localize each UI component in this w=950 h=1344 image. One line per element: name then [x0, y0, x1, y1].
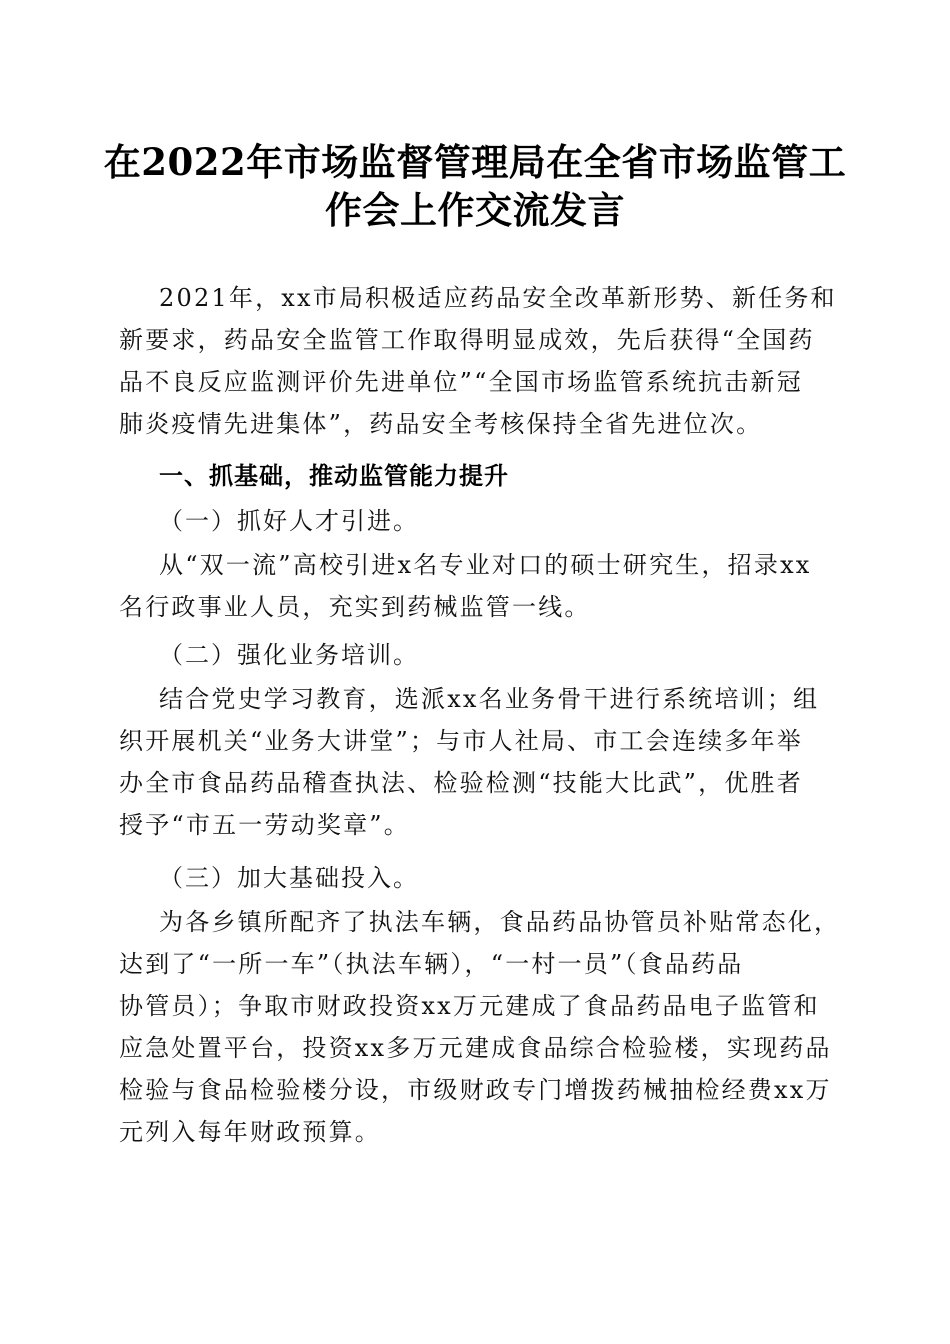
- subsection-3-heading: （三）加大基础投入。: [159, 864, 419, 892]
- subsection-1-heading: （一）抓好人才引进。: [159, 507, 419, 535]
- sub-1-line-1: 从“双一流”高校引进x名专业对口的硕士研究生，招录xx: [159, 551, 812, 579]
- section-1-heading: 一、抓基础，推动监管能力提升: [159, 462, 509, 490]
- intro-line-1: 2021年，xx市局积极适应药品安全改革新形势、新任务和: [159, 284, 837, 312]
- sub-2-line-2: 织开展机关“业务大讲堂”；与市人社局、市工会连续多年举: [119, 727, 803, 755]
- subsection-2-heading: （二）强化业务培训。: [159, 641, 419, 669]
- sub-3-line-1: 为各乡镇所配齐了执法车辆，食品药品协管员补贴常态化，: [159, 908, 841, 936]
- intro-paragraph: [119, 277, 837, 445]
- sub-2-line-1: 结合党史学习教育，选派xx名业务骨干进行系统培训；组: [159, 685, 820, 713]
- sub-1-line-2: 名行政事业人员，充实到药械监管一线。: [119, 593, 591, 621]
- sub-2-line-4: 授予“市五一劳动奖章”。: [119, 811, 410, 839]
- subsection-2-paragraph: [119, 678, 831, 846]
- intro-line-4: 肺炎疫情先进集体”，药品安全考核保持全省先进位次。: [119, 410, 763, 438]
- sub-3-line-6: 元列入每年财政预算。: [119, 1118, 381, 1146]
- sub-3-line-4: 应急处置平台，投资xx多万元建成食品综合检验楼，实现药品: [119, 1034, 832, 1062]
- intro-line-3: 品不良反应监测评价先进单位”“全国市场监管系统抗击新冠: [119, 368, 803, 396]
- sub-3-line-3: 协管员）；争取市财政投资xx万元建成了食品药品电子监管和: [119, 992, 820, 1020]
- title-line-2: 作会上作交流发言: [325, 188, 625, 232]
- sub-3-line-2: 达到了“一所一车”（执法车辆），“一村一员”（食品药品: [119, 950, 744, 978]
- sub-3-line-5: 检验与食品检验楼分设，市级财政专门增拨药械抽检经费xx万: [119, 1076, 832, 1104]
- subsection-1-paragraph: [119, 544, 831, 628]
- document-title: [100, 138, 850, 234]
- sub-2-line-3: 办全市食品药品稽查执法、检验检测“技能大比武”，优胜者: [119, 769, 803, 797]
- subsection-3-paragraph: [119, 901, 841, 1153]
- intro-line-2: 新要求，药品安全监管工作取得明显成效，先后获得“全国药: [119, 326, 815, 354]
- title-line-1: 在2022年市场监督管理局在全省市场监管工: [103, 140, 847, 184]
